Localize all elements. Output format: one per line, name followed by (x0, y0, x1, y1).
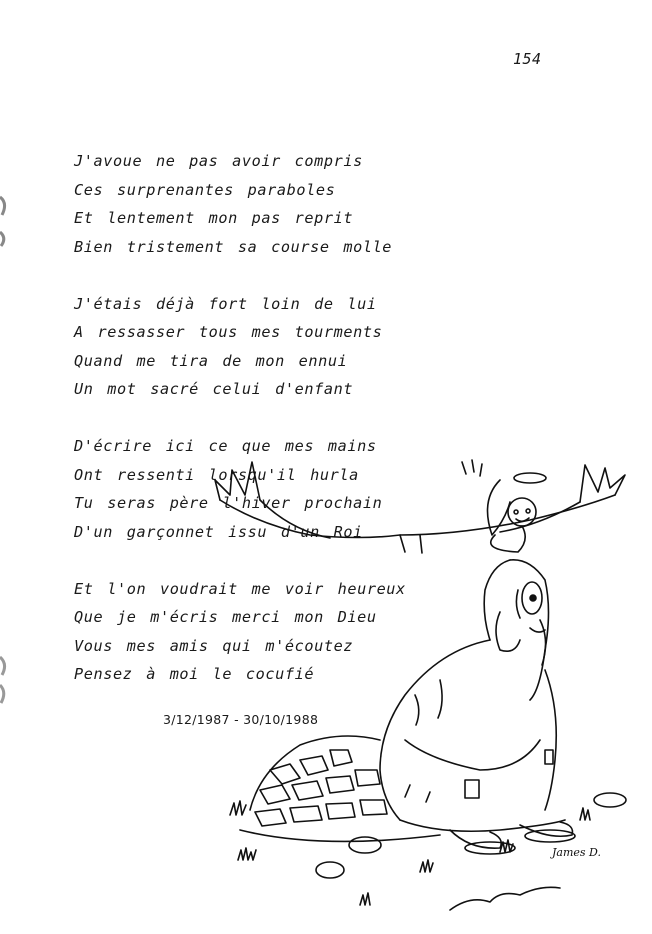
poem-line: A ressasser tous mes tourments (74, 323, 383, 341)
poem-line: D'un garçonnet issu d'un Roi (74, 522, 363, 541)
cartoon-illustration (200, 440, 640, 930)
margin-mark (0, 683, 10, 705)
poem-line: Tu seras père l'hiver prochain (74, 494, 383, 512)
poem-line: Pensez à moi le cocufié (74, 665, 315, 683)
poem-date: 3/12/1987 - 30/10/1988 (163, 712, 319, 727)
poem-line: Quand me tira de mon ennui (74, 351, 348, 370)
poem-line: Un mot sacré celui d'enfant (74, 380, 354, 398)
poem-line: J'étais déjà fort loin de lui (74, 294, 377, 313)
poem-line: Ces surprenantes paraboles (74, 180, 336, 199)
cherub-drawing (462, 460, 546, 552)
poem-line: Et l'on voudrait me voir heureux (74, 579, 406, 598)
poem-line: J'avoue ne pas avoir compris (74, 152, 363, 170)
stanza-1 (74, 147, 406, 261)
poem-line: Que je m'écris merci mon Dieu (74, 608, 377, 626)
rock-pile-drawing (240, 736, 440, 841)
poem-line: Bien tristement sa course molle (74, 237, 393, 256)
signature: James D. (552, 846, 601, 859)
poem-line: Ont ressenti lorsqu'il hurla (74, 465, 359, 484)
stanza-2 (74, 290, 406, 404)
poem-line: D'écrire ici ce que mes mains (74, 437, 377, 455)
poem-line: Et lentement mon pas reprit (74, 209, 354, 227)
margin-mark (0, 655, 10, 677)
antlers-drawing (215, 462, 625, 553)
page-number: 154 (513, 50, 542, 68)
poem-line: Vous mes amis qui m'écoutez (74, 636, 354, 655)
margin-mark (0, 228, 10, 250)
man-drawing (380, 560, 575, 854)
margin-mark (0, 195, 10, 217)
